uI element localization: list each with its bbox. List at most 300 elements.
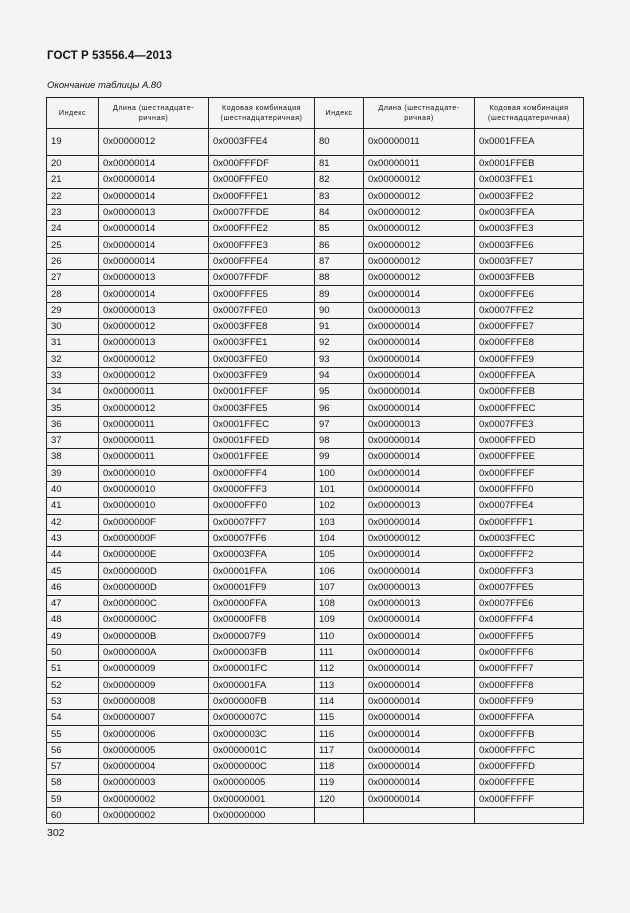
cell-code: 0x0007FFE0 [209,302,315,318]
cell-index-2: 88 [315,270,364,286]
cell-length: 0x0000000F [99,514,209,530]
cell-index-2: 109 [315,612,364,628]
cell-index: 48 [47,612,99,628]
cell-index-2: 102 [315,498,364,514]
cell-index-2: 87 [315,253,364,269]
cell-code: 0x0000007C [209,710,315,726]
cell-length-2: 0x00000014 [364,286,475,302]
cell-index: 44 [47,547,99,563]
cell-code-2: 0x0007FFE4 [475,498,584,514]
table-row [47,129,584,156]
cell-index: 46 [47,579,99,595]
cell-index-2: 114 [315,693,364,709]
cell-index-2: 113 [315,677,364,693]
table-row [47,791,584,807]
cell-length: 0x00000013 [99,204,209,220]
cell-length: 0x00000010 [99,498,209,514]
cell-index: 22 [47,188,99,204]
cell-length: 0x0000000A [99,644,209,660]
cell-length-2: 0x00000013 [364,498,475,514]
cell-index-2: 108 [315,596,364,612]
cell-index-2: 116 [315,726,364,742]
cell-length: 0x00000010 [99,465,209,481]
cell-index: 24 [47,221,99,237]
cell-index: 43 [47,530,99,546]
table-row [47,661,584,677]
cell-code: 0x000003FB [209,644,315,660]
cell-length-2: 0x00000014 [364,335,475,351]
cell-length-2: 0x00000014 [364,661,475,677]
cell-code-2: 0x000FFFF5 [475,628,584,644]
cell-length-2: 0x00000011 [364,129,475,156]
cell-index-2: 106 [315,563,364,579]
code-table [46,97,584,824]
table-row [47,416,584,432]
cell-index: 28 [47,286,99,302]
table-row [47,498,584,514]
cell-length: 0x00000014 [99,156,209,172]
cell-code-2: 0x000FFFFB [475,726,584,742]
cell-code-2: 0x000FFFFF [475,791,584,807]
cell-index: 52 [47,677,99,693]
cell-index: 31 [47,335,99,351]
cell-length-2: 0x00000014 [364,677,475,693]
cell-length: 0x00000011 [99,416,209,432]
cell-index: 42 [47,514,99,530]
cell-code: 0x00001FFA [209,563,315,579]
cell-index-2: 112 [315,661,364,677]
cell-length-2: 0x00000014 [364,758,475,774]
cell-length-2: 0x00000014 [364,481,475,497]
cell-length: 0x00000003 [99,775,209,791]
cell-index-2: 105 [315,547,364,563]
cell-index-2: 101 [315,481,364,497]
cell-length-2: 0x00000011 [364,156,475,172]
cell-length-2: 0x00000014 [364,563,475,579]
cell-code-2: 0x000FFFFD [475,758,584,774]
table-row [47,693,584,709]
cell-index-2: 92 [315,335,364,351]
cell-length-2: 0x00000014 [364,547,475,563]
cell-index: 59 [47,791,99,807]
cell-index: 36 [47,416,99,432]
cell-length-2: 0x00000012 [364,253,475,269]
cell-index-2: 98 [315,433,364,449]
cell-index-2: 89 [315,286,364,302]
cell-length: 0x00000012 [99,367,209,383]
cell-index: 33 [47,367,99,383]
cell-code: 0x0000FFF0 [209,498,315,514]
cell-index: 60 [47,807,99,823]
table-row [47,449,584,465]
table-caption: Окончание таблицы А.80 [47,80,162,91]
cell-code-2: 0x000FFFF1 [475,514,584,530]
cell-code-2: 0x0003FFEA [475,204,584,220]
cell-length: 0x0000000B [99,628,209,644]
table-row [47,221,584,237]
cell-index-2: 91 [315,318,364,334]
table-row [47,758,584,774]
cell-code-2: 0x0003FFE6 [475,237,584,253]
cell-code: 0x00000001 [209,791,315,807]
cell-length: 0x00000013 [99,302,209,318]
table-row [47,612,584,628]
cell-code-2: 0x0007FFE2 [475,302,584,318]
cell-code: 0x0003FFE0 [209,351,315,367]
cell-code-2: 0x0003FFE3 [475,221,584,237]
cell-index: 56 [47,742,99,758]
cell-length: 0x00000007 [99,710,209,726]
cell-code: 0x000FFFE3 [209,237,315,253]
cell-length-2: 0x00000014 [364,791,475,807]
cell-index: 54 [47,710,99,726]
cell-index-2: 82 [315,172,364,188]
cell-length-2: 0x00000014 [364,449,475,465]
cell-code-2: 0x0001FFEB [475,156,584,172]
cell-index-2: 97 [315,416,364,432]
cell-index: 32 [47,351,99,367]
cell-code-2: 0x000FFFFC [475,742,584,758]
table-row [47,481,584,497]
table-row [47,335,584,351]
cell-index: 23 [47,204,99,220]
cell-length: 0x00000014 [99,221,209,237]
cell-index-2: 120 [315,791,364,807]
cell-code-2: 0x0003FFEC [475,530,584,546]
cell-code: 0x000FFFDF [209,156,315,172]
cell-length: 0x00000014 [99,172,209,188]
cell-index: 35 [47,400,99,416]
cell-length-2: 0x00000013 [364,302,475,318]
cell-length-2: 0x00000014 [364,775,475,791]
cell-code-2: 0x000FFFE9 [475,351,584,367]
cell-code-2: 0x000FFFE8 [475,335,584,351]
col-header-index: Индекс [47,98,99,129]
table-row [47,433,584,449]
cell-code: 0x0003FFE8 [209,318,315,334]
cell-length-2: 0x00000014 [364,367,475,383]
cell-index-2: 103 [315,514,364,530]
cell-code: 0x000FFFE5 [209,286,315,302]
cell-code: 0x000FFFE1 [209,188,315,204]
cell-length-2: 0x00000013 [364,579,475,595]
table-row [47,775,584,791]
cell-code: 0x0003FFE9 [209,367,315,383]
cell-length-2: 0x00000014 [364,693,475,709]
cell-index-2: 93 [315,351,364,367]
cell-length: 0x00000014 [99,253,209,269]
cell-length: 0x0000000C [99,612,209,628]
cell-length-2: 0x00000012 [364,237,475,253]
table-row [47,188,584,204]
table-row [47,514,584,530]
cell-index: 58 [47,775,99,791]
cell-index: 27 [47,270,99,286]
cell-index: 39 [47,465,99,481]
table-row [47,253,584,269]
cell-length-2: 0x00000014 [364,710,475,726]
cell-code-2: 0x0003FFEB [475,270,584,286]
cell-code-2: 0x000FFFF8 [475,677,584,693]
cell-code: 0x0000FFF4 [209,465,315,481]
cell-index-2: 117 [315,742,364,758]
table-row [47,351,584,367]
cell-code: 0x00000FF8 [209,612,315,628]
cell-code-2: 0x000FFFEF [475,465,584,481]
cell-code-2: 0x000FFFED [475,433,584,449]
cell-code: 0x0001FFED [209,433,315,449]
cell-index-2: 81 [315,156,364,172]
table-row [47,726,584,742]
cell-length: 0x00000005 [99,742,209,758]
cell-index-2: 115 [315,710,364,726]
cell-code-2: 0x0001FFEA [475,129,584,156]
col-header-length-2: Длина (шестнадцате-ричная) [364,98,475,129]
cell-index: 41 [47,498,99,514]
cell-length: 0x00000013 [99,270,209,286]
cell-code: 0x0007FFDE [209,204,315,220]
cell-index: 30 [47,318,99,334]
cell-code-2: 0x000FFFF4 [475,612,584,628]
cell-code-2: 0x000FFFEB [475,384,584,400]
cell-length-2: 0x00000014 [364,726,475,742]
cell-length: 0x00000014 [99,286,209,302]
cell-index-2: 90 [315,302,364,318]
cell-length: 0x00000008 [99,693,209,709]
cell-index-2: 110 [315,628,364,644]
cell-index-2: 104 [315,530,364,546]
cell-code: 0x0000000C [209,758,315,774]
cell-length-2 [364,807,475,823]
cell-length: 0x00000011 [99,449,209,465]
cell-length-2: 0x00000014 [364,433,475,449]
cell-length: 0x00000002 [99,807,209,823]
cell-code: 0x0001FFEF [209,384,315,400]
cell-code-2: 0x0007FFE3 [475,416,584,432]
table-row [47,644,584,660]
cell-code-2: 0x000FFFF7 [475,661,584,677]
cell-index-2: 111 [315,644,364,660]
cell-code: 0x00001FF9 [209,579,315,595]
cell-code: 0x00007FF7 [209,514,315,530]
table-row [47,204,584,220]
cell-length: 0x00000009 [99,677,209,693]
cell-length-2: 0x00000012 [364,530,475,546]
table-row [47,384,584,400]
cell-code: 0x0003FFE4 [209,129,315,156]
cell-index-2 [315,807,364,823]
cell-index-2: 94 [315,367,364,383]
cell-code: 0x00000000 [209,807,315,823]
cell-length-2: 0x00000014 [364,612,475,628]
cell-index: 21 [47,172,99,188]
cell-index-2: 80 [315,129,364,156]
cell-code-2: 0x000FFFEC [475,400,584,416]
cell-length-2: 0x00000012 [364,221,475,237]
cell-length-2: 0x00000014 [364,628,475,644]
cell-code: 0x00007FF6 [209,530,315,546]
cell-code-2: 0x000FFFEA [475,367,584,383]
cell-length-2: 0x00000013 [364,416,475,432]
cell-code: 0x000001FC [209,661,315,677]
cell-index: 55 [47,726,99,742]
table-row [47,400,584,416]
cell-index: 25 [47,237,99,253]
table-row [47,237,584,253]
cell-length: 0x00000009 [99,661,209,677]
cell-code-2: 0x000FFFF6 [475,644,584,660]
cell-code: 0x0001FFEE [209,449,315,465]
cell-index: 29 [47,302,99,318]
table-row [47,710,584,726]
table-row [47,302,584,318]
page-number: 302 [47,827,65,839]
cell-index: 19 [47,129,99,156]
cell-index: 37 [47,433,99,449]
cell-length: 0x0000000C [99,596,209,612]
cell-code-2: 0x000FFFF9 [475,693,584,709]
cell-length-2: 0x00000014 [364,400,475,416]
cell-index-2: 85 [315,221,364,237]
table-row [47,367,584,383]
cell-code: 0x00000005 [209,775,315,791]
cell-length: 0x00000012 [99,318,209,334]
cell-length: 0x00000011 [99,433,209,449]
table-row [47,465,584,481]
table-row [47,530,584,546]
table-row [47,742,584,758]
col-header-length: Длина (шестнадцате-ричная) [99,98,209,129]
table-row [47,563,584,579]
col-header-code: Кодовая комбинация (шестнадцатеричная) [209,98,315,129]
cell-index: 38 [47,449,99,465]
cell-code-2: 0x000FFFF2 [475,547,584,563]
cell-code-2: 0x000FFFE6 [475,286,584,302]
cell-length: 0x00000012 [99,400,209,416]
table-row [47,596,584,612]
table-row [47,547,584,563]
cell-index: 49 [47,628,99,644]
cell-length-2: 0x00000012 [364,270,475,286]
cell-index-2: 107 [315,579,364,595]
table-header-row [47,98,584,129]
table-row [47,286,584,302]
cell-code-2: 0x000FFFFE [475,775,584,791]
table-row [47,270,584,286]
cell-code: 0x000007F9 [209,628,315,644]
cell-length-2: 0x00000014 [364,514,475,530]
cell-code: 0x000FFFE2 [209,221,315,237]
cell-index-2: 86 [315,237,364,253]
cell-length-2: 0x00000014 [364,384,475,400]
cell-code: 0x0003FFE1 [209,335,315,351]
cell-code: 0x0007FFDF [209,270,315,286]
cell-index: 26 [47,253,99,269]
table-row [47,156,584,172]
cell-code: 0x00003FFA [209,547,315,563]
cell-length: 0x00000006 [99,726,209,742]
cell-code-2: 0x0007FFE5 [475,579,584,595]
cell-code: 0x000000FB [209,693,315,709]
document-standard-title: ГОСТ Р 53556.4—2013 [47,50,172,62]
table-row [47,628,584,644]
cell-length-2: 0x00000014 [364,465,475,481]
table-row [47,318,584,334]
cell-code-2: 0x000FFFF0 [475,481,584,497]
cell-length: 0x0000000F [99,530,209,546]
cell-code: 0x0000FFF3 [209,481,315,497]
cell-index: 57 [47,758,99,774]
cell-length: 0x00000012 [99,351,209,367]
cell-index-2: 96 [315,400,364,416]
cell-code-2: 0x0003FFE2 [475,188,584,204]
cell-length: 0x00000014 [99,237,209,253]
cell-index-2: 95 [315,384,364,400]
table-row [47,677,584,693]
cell-length: 0x00000002 [99,791,209,807]
cell-length-2: 0x00000014 [364,742,475,758]
table-row [47,579,584,595]
cell-code-2: 0x0003FFE1 [475,172,584,188]
cell-code: 0x0000003C [209,726,315,742]
cell-index: 50 [47,644,99,660]
cell-code: 0x000001FA [209,677,315,693]
cell-length-2: 0x00000013 [364,596,475,612]
cell-index-2: 84 [315,204,364,220]
cell-length: 0x00000013 [99,335,209,351]
cell-index: 45 [47,563,99,579]
cell-index: 51 [47,661,99,677]
cell-code-2 [475,807,584,823]
cell-length-2: 0x00000014 [364,351,475,367]
cell-length: 0x00000010 [99,481,209,497]
cell-length: 0x0000000D [99,579,209,595]
cell-code: 0x00000FFA [209,596,315,612]
cell-code: 0x000FFFE4 [209,253,315,269]
cell-code-2: 0x000FFFEE [475,449,584,465]
table-row [47,172,584,188]
cell-index-2: 99 [315,449,364,465]
cell-code-2: 0x000FFFF3 [475,563,584,579]
table-row [47,807,584,823]
cell-length-2: 0x00000014 [364,644,475,660]
cell-code: 0x000FFFE0 [209,172,315,188]
cell-length: 0x00000012 [99,129,209,156]
cell-code: 0x0001FFEC [209,416,315,432]
cell-index: 20 [47,156,99,172]
cell-index: 34 [47,384,99,400]
cell-length-2: 0x00000012 [364,172,475,188]
cell-length-2: 0x00000012 [364,188,475,204]
cell-code-2: 0x000FFFFA [475,710,584,726]
cell-index: 53 [47,693,99,709]
cell-length: 0x00000011 [99,384,209,400]
cell-index-2: 83 [315,188,364,204]
cell-code: 0x0003FFE5 [209,400,315,416]
cell-length: 0x0000000E [99,547,209,563]
cell-index-2: 100 [315,465,364,481]
cell-index-2: 118 [315,758,364,774]
cell-length: 0x00000004 [99,758,209,774]
cell-code-2: 0x0007FFE6 [475,596,584,612]
cell-length-2: 0x00000012 [364,204,475,220]
col-header-code-2: Кодовая комбинация (шестнадцатеричная) [475,98,584,129]
cell-code: 0x0000001C [209,742,315,758]
cell-code-2: 0x0003FFE7 [475,253,584,269]
cell-index: 47 [47,596,99,612]
cell-code-2: 0x000FFFE7 [475,318,584,334]
cell-length: 0x00000014 [99,188,209,204]
